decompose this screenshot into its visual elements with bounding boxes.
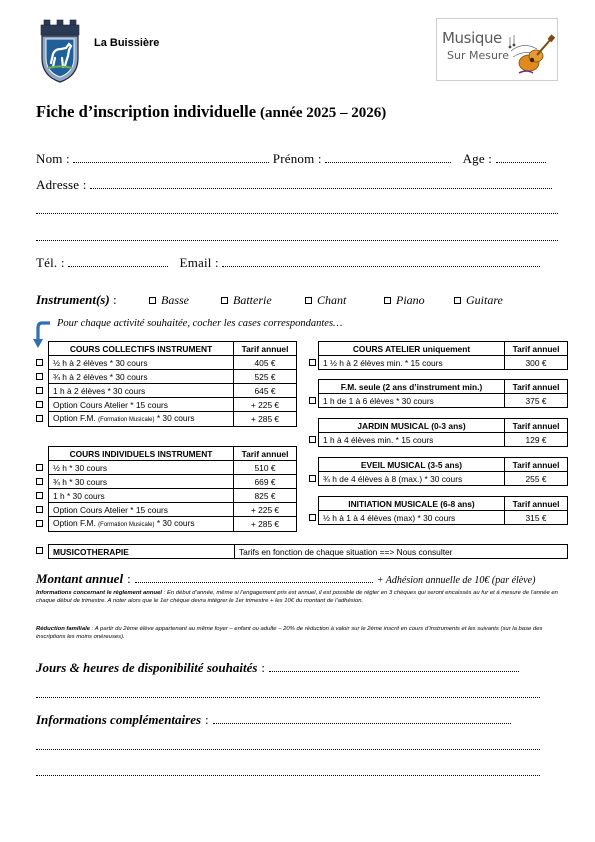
age-field[interactable] (496, 161, 546, 163)
title-year: (année 2025 – 2026) (260, 105, 387, 121)
prenom-field[interactable] (325, 161, 451, 163)
prenom-label: Prénom : (272, 151, 322, 166)
collectifs-row-label: 1 h à 2 élèves * 30 cours (49, 384, 234, 398)
checkbox-batterie[interactable] (221, 297, 228, 304)
individuels-row-price: 669 € (234, 475, 297, 489)
infos-comp-field[interactable] (213, 722, 511, 724)
town-name: La Buissière (94, 37, 160, 49)
checkbox-collectif-option-atelier[interactable] (36, 401, 43, 408)
jours-field-line-2[interactable] (36, 697, 540, 698)
checkbox-individuel-half-hour[interactable] (36, 464, 43, 471)
infos-comp-field-line-2[interactable] (36, 749, 540, 750)
collectifs-row-label: ½ h à 2 élèves * 30 cours (49, 356, 234, 370)
checkbox-individuel-three-quarter[interactable] (36, 478, 43, 485)
musicotherapie-label: MUSICOTHERAPIE (49, 545, 235, 559)
jours-row: Jours & heures de disponibilité souhaités : (36, 659, 558, 677)
atelier-header: COURS ATELIER uniquement (319, 342, 505, 356)
montant-row: Montant annuel : + Adhésion annuelle de 10€ (par élève) (36, 571, 536, 586)
checkbox-individuel-option-fm[interactable] (36, 520, 43, 527)
table-row (49, 517, 297, 532)
collectifs-row-price: 405 € (234, 356, 297, 370)
montant-label: Montant annuel (36, 571, 124, 586)
fm-row-label: 1 h de 1 à 6 élèves * 30 cours (319, 394, 505, 408)
individuels-row-label: ½ h * 30 cours (49, 461, 234, 475)
info-reglement (36, 589, 558, 605)
jardin-price-header: Tarif annuel (505, 419, 568, 433)
individuels-row-label: Option Cours Atelier * 15 cours (49, 503, 234, 517)
checkbox-guitare[interactable] (454, 297, 461, 304)
checkbox-collectif-option-fm[interactable] (36, 415, 43, 422)
checkbox-atelier[interactable] (309, 359, 316, 366)
info-reglement-text: : En début d’année, même si l’engagement pris est annuel, il est possible de régler en 3 chèques qui seront encaissés au fur et à mesure de l’année en chaque début de trimestre. A noter alors que le 1er chèque devra intégrer le 1er trimestre + les 10€ du montant de l’adhésion. (36, 590, 558, 604)
individuels-row-label: Option F.M. (Formation Musicale) * 30 cours (49, 517, 234, 532)
collectifs-row-label: Option Cours Atelier * 15 cours (49, 398, 234, 412)
instruments-label: Instrument(s) : (36, 292, 117, 307)
collectifs-price-header: Tarif annuel (234, 342, 297, 356)
instrument-guitare: Guitare (466, 293, 503, 307)
collectifs-row-price: 645 € (234, 384, 297, 398)
checkbox-collectif-three-quarter[interactable] (36, 373, 43, 380)
instrument-chant: Chant (317, 293, 347, 307)
identity-row-2 (36, 177, 558, 193)
table-row (49, 475, 297, 489)
collectifs-row-price: + 225 € (234, 398, 297, 412)
table-jardin-musical (318, 418, 568, 447)
checkbox-eveil-musical[interactable] (309, 475, 316, 482)
atelier-price-header: Tarif annuel (505, 342, 568, 356)
table-musicotherapie (48, 544, 568, 559)
jardin-row-label: 1 h à 4 élèves min. * 15 cours (319, 433, 505, 447)
jours-label: Jours & heures de disponibilité souhaités (36, 660, 258, 675)
table-row (49, 489, 297, 503)
table-eveil-musical (318, 457, 568, 486)
musicotherapie-text: Tarifs en fonction de chaque situation ==> Nous consulter (235, 545, 568, 559)
initiation-header: INITIATION MUSICALE (6-8 ans) (319, 497, 505, 511)
individuels-header: COURS INDIVIDUELS INSTRUMENT (49, 447, 234, 461)
infos-comp-row: Informations complémentaires : (36, 711, 558, 729)
nom-field[interactable] (73, 161, 269, 163)
atelier-row-label: 1 ½ h à 2 élèves min. * 15 cours (319, 356, 505, 370)
instruction-text: Pour chaque activité souhaitée, cocher les cases correspondantes… (57, 318, 343, 329)
jardin-row-price: 129 € (505, 433, 568, 447)
info-reduction (36, 625, 558, 641)
table-fm-seule (318, 379, 568, 408)
fm-header: F.M. seule (2 ans d’instrument min.) (319, 380, 505, 394)
musique-sur-mesure-logo (436, 18, 558, 81)
email-label: Email : (179, 255, 219, 270)
checkbox-chant[interactable] (305, 297, 312, 304)
table-cours-individuels (48, 446, 297, 532)
checkbox-jardin-musical[interactable] (309, 436, 316, 443)
adresse-field-line-3[interactable] (36, 240, 558, 241)
identity-row-3 (36, 255, 558, 271)
reduction-title: Réduction familiale (36, 626, 91, 632)
title-main: Fiche d’inscription individuelle (36, 102, 257, 121)
initiation-price-header: Tarif annuel (505, 497, 568, 511)
checkbox-initiation-musicale[interactable] (309, 514, 316, 521)
individuels-row-price: + 285 € (234, 517, 297, 532)
table-cours-collectifs (48, 341, 297, 427)
table-row (319, 433, 568, 447)
individuels-price-header: Tarif annuel (234, 447, 297, 461)
collectifs-row-price: 525 € (234, 370, 297, 384)
jardin-header: JARDIN MUSICAL (0-3 ans) (319, 419, 505, 433)
nom-label: Nom : (36, 151, 70, 166)
adhesion-text: + Adhésion annuelle de 10€ (par élève) (376, 575, 536, 586)
town-crest (38, 18, 82, 84)
checkbox-individuel-one-hour[interactable] (36, 492, 43, 499)
eveil-header: EVEIL MUSICAL (3-5 ans) (319, 458, 505, 472)
reduction-text: : A partir du 2ème élève appartenant au même foyer – enfant ou adulte – 20% de réduction à valoir sur le 2ème inscrit en cours d’instruments et les suivants (sur la base des inscriptions les moins onéreuses). (36, 626, 543, 640)
montant-field[interactable] (135, 581, 373, 583)
tel-field[interactable] (68, 265, 168, 267)
table-row (49, 461, 297, 475)
adresse-label: Adresse : (36, 177, 87, 192)
individuels-row-label: ¾ h * 30 cours (49, 475, 234, 489)
jours-field[interactable] (269, 670, 519, 672)
table-row (49, 412, 297, 427)
email-field[interactable] (222, 265, 540, 267)
table-row (49, 503, 297, 517)
table-row (319, 511, 568, 525)
checkbox-fm-seule[interactable] (309, 397, 316, 404)
tel-label: Tél. : (36, 255, 65, 270)
initiation-row-price: 315 € (505, 511, 568, 525)
instrument-batterie: Batterie (233, 293, 272, 307)
collectifs-row-label: Option F.M. (Formation Musicale) * 30 cours (49, 412, 234, 427)
checkbox-collectif-half-hour[interactable] (36, 359, 43, 366)
table-cours-atelier (318, 341, 568, 370)
fm-price-header: Tarif annuel (505, 380, 568, 394)
eveil-price-header: Tarif annuel (505, 458, 568, 472)
info-reglement-title: Informations concernant le règlement annuel (36, 590, 163, 596)
individuels-row-price: 510 € (234, 461, 297, 475)
individuels-row-price: 825 € (234, 489, 297, 503)
table-row (319, 472, 568, 486)
age-label: Age : (462, 151, 493, 166)
collectifs-row-label: ¾ h à 2 élèves * 30 cours (49, 370, 234, 384)
fm-row-price: 375 € (505, 394, 568, 408)
table-row (319, 356, 568, 370)
guitar-icon (507, 29, 557, 77)
collectifs-header: COURS COLLECTIFS INSTRUMENT (49, 342, 234, 356)
logo-text-musique: Musique (442, 29, 502, 47)
checkbox-musicotherapie[interactable] (36, 547, 43, 554)
individuels-row-label: 1 h * 30 cours (49, 489, 234, 503)
table-row (49, 384, 297, 398)
adresse-field-line-2[interactable] (36, 213, 558, 214)
atelier-row-price: 300 € (505, 356, 568, 370)
infos-comp-label: Informations complémentaires (36, 712, 202, 727)
checkbox-individuel-option-atelier[interactable] (36, 506, 43, 513)
table-row (49, 398, 297, 412)
checkbox-basse[interactable] (149, 297, 156, 304)
individuels-row-price: + 225 € (234, 503, 297, 517)
collectifs-row-price: + 285 € (234, 412, 297, 427)
eveil-row-label: ¾ h de 4 élèves à 8 (max.) * 30 cours (319, 472, 505, 486)
identity-row-1 (36, 151, 558, 167)
table-initiation-musicale (318, 496, 568, 525)
initiation-row-label: ½ h à 1 à 4 élèves (max) * 30 cours (319, 511, 505, 525)
checkbox-piano[interactable] (384, 297, 391, 304)
adresse-field[interactable] (90, 187, 552, 189)
page-title (36, 102, 386, 122)
table-row (49, 370, 297, 384)
checkbox-collectif-one-hour[interactable] (36, 387, 43, 394)
eveil-row-price: 255 € (505, 472, 568, 486)
table-row (49, 356, 297, 370)
instrument-piano: Piano (396, 293, 425, 307)
logo-text-sur-mesure: Sur Mesure (447, 49, 509, 62)
infos-comp-field-line-3[interactable] (36, 775, 540, 776)
instrument-basse: Basse (161, 293, 189, 307)
table-row (319, 394, 568, 408)
